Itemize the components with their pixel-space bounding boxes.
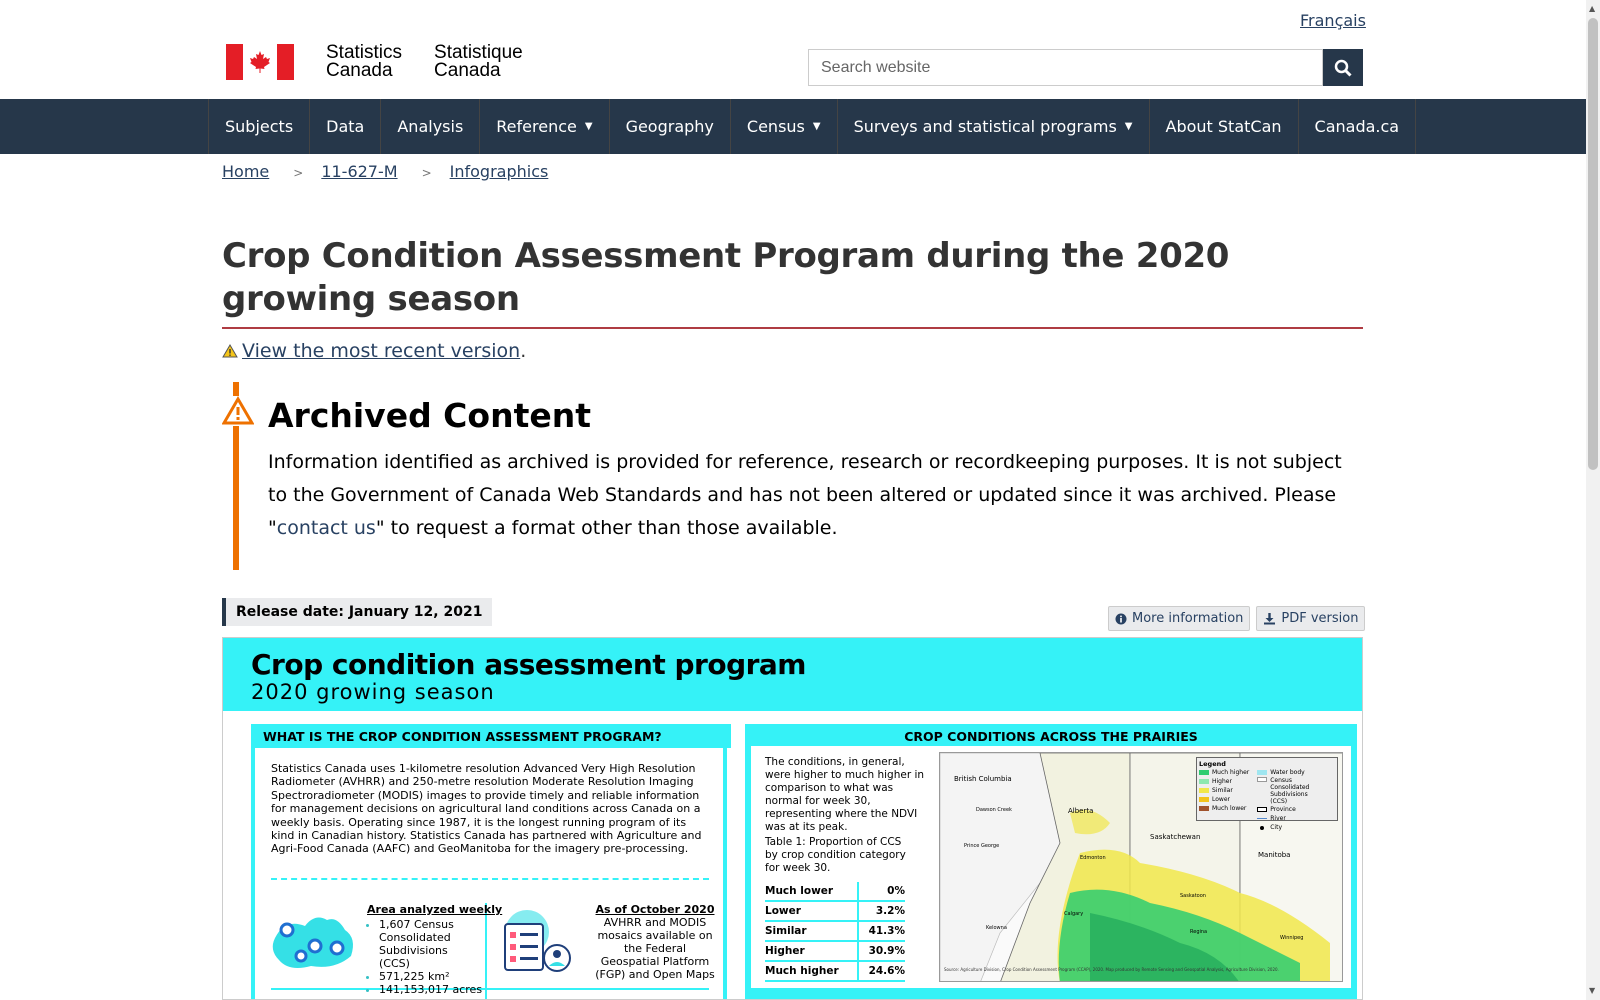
archived-heading: Archived Content — [268, 396, 591, 435]
map-label-bc: British Columbia — [954, 775, 1012, 783]
program-panel-header: WHAT IS THE CROP CONDITION ASSESSMENT PROGRAM? — [255, 724, 731, 748]
breadcrumb-infographics[interactable]: Infographics — [449, 162, 549, 181]
release-date: Release date: January 12, 2021 — [222, 598, 492, 626]
scrollbar-thumb[interactable] — [1588, 18, 1598, 470]
map-label-edmonton: Edmonton — [1080, 855, 1106, 861]
infographic-title: Crop condition assessment program — [251, 648, 806, 681]
scroll-down-icon[interactable]: ▼ — [1589, 986, 1596, 995]
pdf-version-button[interactable]: PDF version — [1256, 606, 1365, 631]
map-label-manitoba: Manitoba — [1258, 851, 1291, 859]
program-description: Statistics Canada uses 1-kilometre resolution Advanced Very High Resolution Radiometer (AVHRR) and 250-metre resolution Moderate Resolution Imaging Spectroradiometer (MODIS) images to provide timely and reliable information for management decisions on agricultural land conditions across Canada on a weekly basis. Operating since 1987, it is the longest running program of its kind in Canadian history. Statistics Canada has partnered with Agriculture and Agri-Food Canada (AAFC) and GeoManitoba for the imagery pre-processing. — [271, 762, 702, 856]
map-label-regina: Regina — [1190, 929, 1208, 935]
canada-flag-icon — [226, 44, 294, 80]
warning-triangle-icon — [222, 396, 254, 426]
title-underline — [222, 327, 1363, 329]
nav-item-subjects[interactable]: Subjects — [209, 99, 310, 154]
map-label-dawson: Dawson Creek — [976, 807, 1012, 813]
search-form — [808, 49, 1363, 86]
ccs-proportion-table — [765, 882, 905, 982]
scroll-up-icon[interactable]: ▲ — [1589, 4, 1596, 13]
nav-item-about[interactable]: About StatCan — [1150, 99, 1299, 154]
nav-item-geography[interactable]: Geography — [610, 99, 731, 154]
chevron-down-icon: ▼ — [812, 121, 821, 132]
breadcrumb-separator: > — [293, 166, 304, 180]
language-toggle-link[interactable]: Français — [1300, 11, 1366, 30]
map-label-calgary: Calgary — [1064, 911, 1084, 917]
nav-item-reference[interactable]: Reference ▼ — [480, 99, 609, 154]
map-label-prince-george: Prince George — [964, 843, 1000, 849]
nav-item-canada-ca[interactable]: Canada.ca — [1299, 99, 1417, 154]
table-caption: Table 1: Proportion of CCS by crop condition category for week 30. — [765, 836, 906, 874]
breadcrumb-home[interactable]: Home — [222, 162, 270, 181]
nav-item-data[interactable]: Data — [310, 99, 381, 154]
map-label-saskatchewan: Saskatchewan — [1150, 833, 1201, 841]
table-row: Higher 30.9% — [765, 941, 905, 961]
contact-us-link[interactable]: contact us — [276, 517, 376, 539]
map-label-kelowna: Kelowna — [986, 925, 1007, 931]
canada-map-pins-icon — [265, 908, 361, 978]
recent-version-suffix: . — [520, 340, 527, 362]
page-title: Crop Condition Assessment Program during the 2020 growing season — [222, 236, 1230, 319]
table-row: Similar 41.3% — [765, 921, 905, 941]
nav-item-census[interactable]: Census ▼ — [731, 99, 838, 154]
checklist-person-icon — [493, 906, 583, 978]
breadcrumb — [222, 162, 548, 184]
recent-version-notice — [222, 340, 526, 362]
program-panel — [251, 724, 727, 1000]
brand-name-fr: Statistique Canada — [434, 42, 523, 81]
chevron-down-icon: ▼ — [1124, 121, 1133, 132]
page-scrollbar[interactable] — [1586, 0, 1600, 1000]
infographic-subtitle: 2020 growing season — [251, 680, 495, 704]
prairies-crop-map — [939, 752, 1343, 982]
nav-item-analysis[interactable]: Analysis — [381, 99, 480, 154]
info-icon — [1115, 613, 1127, 625]
area-analyzed-stat: Area analyzed weekly • 1,607 Census Consolidated Subdivisions (CCS) • 571,225 km² • 141,153,017 acres — [367, 903, 502, 996]
action-buttons — [1108, 606, 1365, 631]
statcan-brand-logo[interactable] — [226, 44, 523, 80]
more-information-button[interactable]: More information — [1108, 606, 1250, 631]
download-icon — [1263, 612, 1276, 625]
map-label-saskatoon: Saskatoon — [1180, 893, 1206, 899]
crop-conditions-header: CROP CONDITIONS ACROSS THE PRAIRIES — [904, 729, 1198, 744]
search-button[interactable] — [1323, 49, 1363, 86]
map-source: Source: Agriculture Division, Crop Condition Assessment Program (CCAP), 2020. Map produced by Remote Sensing and Geospatial Analysis, Agriculture Division, 2020. — [944, 967, 1279, 972]
nav-item-surveys[interactable]: Surveys and statistical programs ▼ — [838, 99, 1150, 154]
chevron-down-icon: ▼ — [584, 121, 593, 132]
archived-content-alert — [222, 382, 1363, 570]
map-label-alberta: Alberta — [1068, 807, 1094, 815]
october-stat: As of October 2020 AVHRR and MODIS mosaics available on the Federal Geospatial Platform (FGP) and Open Maps — [595, 903, 715, 981]
archived-text: Information identified as archived is provided for reference, research or recordkeeping purposes. It is not subject to the Government of Canada Web Standards and has not been altered or updated since it was archived. Please "contact us" to request a format other than those available. — [268, 451, 1342, 539]
map-label-winnipeg: Winnipeg — [1280, 935, 1304, 941]
table-row: Much lower 0% — [765, 882, 905, 901]
breadcrumb-separator: > — [421, 166, 432, 180]
table-row: Lower 3.2% — [765, 901, 905, 921]
infographic-image — [222, 637, 1363, 1000]
brand-name-en: Statistics Canada — [326, 42, 403, 81]
breadcrumb-11-627-m[interactable]: 11-627-M — [321, 162, 398, 181]
table-row: Much higher 24.6% — [765, 961, 905, 981]
dashed-divider — [271, 878, 709, 880]
search-icon — [1334, 59, 1352, 77]
crop-conditions-panel — [745, 724, 1357, 1000]
map-legend: Legend Much higher Higher Similar Lower Much lower Water body Census Consolidated Subdivisions (CCS) Province River City — [1196, 757, 1338, 821]
main-menu-bar — [0, 99, 1586, 154]
recent-version-link[interactable]: View the most recent version — [242, 340, 521, 362]
search-input[interactable] — [808, 49, 1323, 86]
conditions-summary: The conditions, in general, were higher to much higher in comparison to what was normal for week 30, representing where the NDVI was at its peak. — [765, 756, 925, 833]
warning-icon — [222, 344, 238, 358]
